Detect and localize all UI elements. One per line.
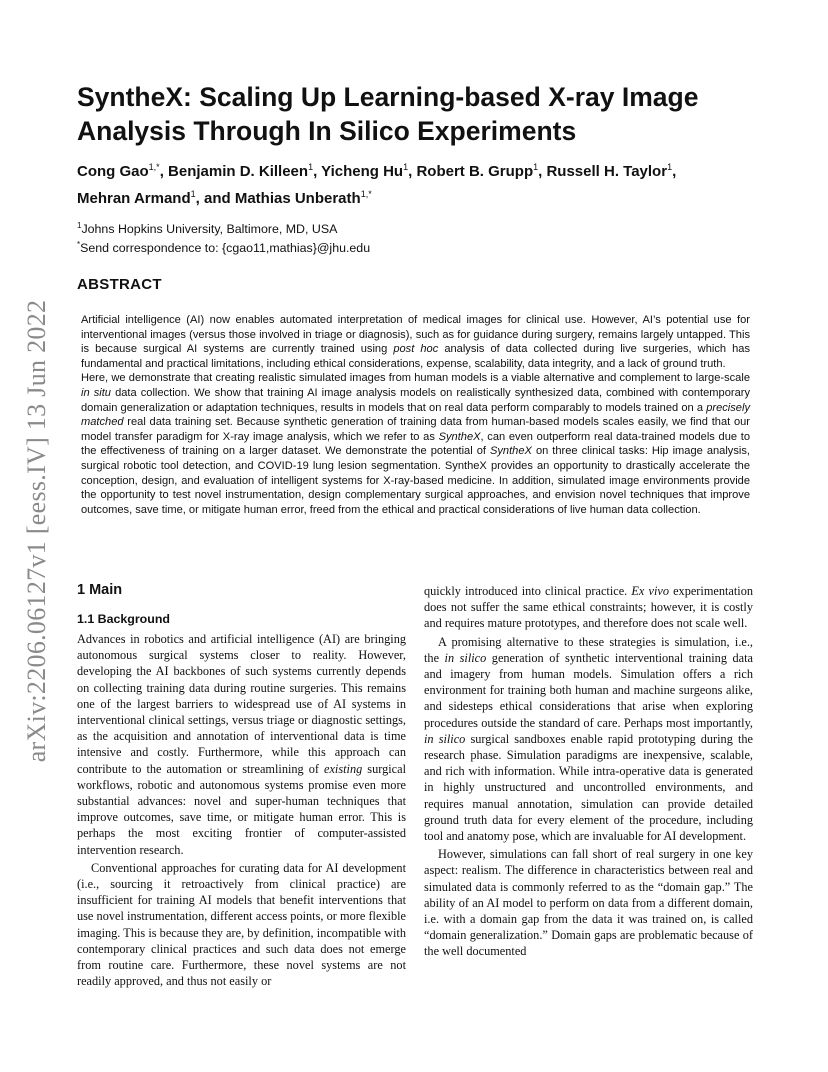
abstract-emphasis: SyntheX [489, 445, 532, 458]
body-text: surgical workflows, robotic and autonomous systems promise even more substantial advances: novel and super-human techniques that improve outcomes, save time, or mitigate human error. This is perhaps the most exciting frontier of computer-assisted intervention research. [77, 761, 406, 857]
author-name: , and Mathias Unberath [195, 190, 361, 207]
abstract-text: real data training set. Because synthetic generation of training data from human-based models scales easily, we find that our model transfer paradigm for X-ray image analysis, which we refer to as [81, 416, 750, 443]
paper-title: SyntheX: Scaling Up Learning-based X-ray Image Analysis Through In Silico Experiments [77, 82, 699, 146]
abstract-paragraph [81, 371, 750, 517]
affiliations [77, 218, 767, 256]
abstract-text: Artificial intelligence (AI) now enables automated interpretation of medical images for clinical use. However, AI’s potential use for interventional images (versus those involved in triage or diagnosis), such as for guidance during surgery, remains largely untapped. This is because surgical AI systems are currently trained using [81, 314, 750, 356]
author-separator: , [672, 163, 677, 180]
author-name: Cong Gao [77, 163, 149, 180]
affiliation-line [77, 218, 767, 237]
author-name: , Yicheng Hu [313, 163, 404, 180]
abstract-text: Here, we demonstrate that creating realistic simulated images from human models is a viable alternative and complement to large-scale [81, 372, 750, 385]
author-name: Mehran Armand [77, 190, 191, 207]
abstract-emphasis: post hoc [393, 343, 439, 356]
abstract-heading: ABSTRACT [77, 276, 162, 293]
left-column [77, 580, 406, 989]
body-paragraph: Conventional approaches for curating data for AI development (i.e., sourcing it retroactively from clinical practice) are insufficient for training AI models that benefit interventions that use novel instrumentation, different access points, or more flexible imaging. This is because they are, by definition, incompatible with contemporary clinical practices and such data does not emerge from routine care. Furthermore, these novel systems are not readily approved, and thus not easily or [77, 860, 406, 989]
abstract-text: , can even outperform real data-trained models due to the effectiveness of training on a larger dataset. We demonstrate the potential of [81, 430, 750, 458]
body-text: quickly introduced into clinical practice. [424, 584, 632, 598]
abstract-body [81, 313, 750, 517]
affiliation-text: Johns Hopkins University, Baltimore, MD, USA [81, 222, 338, 237]
body-emphasis: existing [324, 761, 363, 776]
correspondence-text: Send correspondence to: {cgao11,mathias}@jhu.edu [80, 241, 371, 256]
correspondence-marker: * [77, 240, 81, 250]
affiliation-marker: 1,* [148, 162, 160, 172]
arxiv-identifier: arXiv:2206.06127v1 [eess.IV] 13 Jun 2022 [22, 299, 51, 762]
body-paragraph [424, 583, 753, 632]
abstract-emphasis: precisely matched [81, 401, 750, 429]
author-list [77, 156, 777, 210]
body-emphasis: in silico [424, 731, 466, 746]
abstract-text: on three clinical tasks: Hip image analysis, surgical robotic tool detection, and COVID-19 lung lesion segmentation. SyntheX provides an opportunity to drastically accelerate the conception, design, and evaluation of intelligent systems for X-ray-based medicine. In addition, simulated image environments provide the opportunity to test novel instrumentation, design complementary surgical approaches, and envision novel techniques that improve outcomes, save time, or mitigate human error, freed from the ethical and practical considerations of live human data collection. [81, 445, 750, 516]
author-name: , Robert B. Grupp [408, 163, 534, 180]
correspondence-line [77, 237, 767, 256]
author-name: , Russell H. Taylor [538, 163, 668, 180]
abstract-paragraph [81, 313, 750, 371]
body-paragraph [77, 631, 406, 858]
affiliation-marker: 1 [190, 189, 196, 199]
affiliation-marker: 1 [403, 162, 409, 172]
section-heading: 1 Main [77, 582, 123, 598]
body-paragraph [424, 634, 753, 845]
body-text: A promising alternative to these strategies is simulation, i.e., the [424, 634, 753, 665]
body-emphasis: Ex vivo [631, 584, 669, 598]
affiliation-marker: 1 [308, 162, 314, 172]
subsection-heading: 1.1 Background [77, 612, 170, 626]
body-paragraph: However, simulations can fall short of real surgery in one key aspect: realism. The difference in characteristics between real and simulated data is commonly referred to as the “domain gap.” The ability of an AI model to perform on data from a different domain, i.e. with a domain gap from the data it was trained on, is called “domain generalization.” Domain gaps are problematic because of the well documented [424, 847, 753, 959]
right-column [424, 583, 753, 960]
body-emphasis: in silico [444, 650, 487, 665]
body-text: experimentation does not suffer the same ethical constraints; however, it is costly and requires mature prototypes, and therefore does not scale well. [424, 584, 753, 631]
affiliation-marker: 1 [667, 162, 673, 172]
body-text: surgical sandboxes enable rapid prototyping during the research phase. Simulation paradigms are inexpensive, scalable, and rich with information. While intra-operative data is generated in highly unstructured and uncontrolled environments, and requires manual annotation, simulation can provide detailed ground truth data for every element of the procedure, including tool and anatomy pose, which are invaluable for AI development. [424, 731, 754, 844]
author-name: , Benjamin D. Killeen [159, 163, 309, 180]
affiliation-marker: 1,* [360, 189, 372, 199]
body-text: Advances in robotics and artificial intelligence (AI) are bringing autonomous surgical systems closer to reality. However, developing the AI backbones of such systems currently depends on collecting training data during routine surgeries. This remains one of the largest barriers to widespread use of AI systems in interventional clinical settings, versus triage or diagnostic settings, as the acquisition and annotation of interventional data is time intensive and costly. Furthermore, while this approach can contribute to the automation or streamlining of [77, 632, 406, 776]
body-text: generation of synthetic interventional training data and imagery from human models. Simulation offers a rich environment for training both human and machine surgeons alike, and sidesteps ethical considerations that arise when exploring procedures outside the standard of care. Perhaps most importantly, [424, 650, 753, 730]
arxiv-stamp [20, 288, 54, 773]
affiliation-marker: 1 [77, 221, 82, 230]
abstract-text: analysis of data collected during live surgeries, which has fundamental and practical limitations, including ethical considerations, expense, scalability, data integrity, and a lack of ground truth. [81, 343, 750, 370]
abstract-emphasis: SyntheX [438, 430, 481, 443]
affiliation-marker: 1 [533, 162, 539, 172]
abstract-emphasis: in situ [81, 386, 111, 399]
abstract-text: data collection. We show that training AI image analysis models on realistically synthesized data, combined with contemporary domain generalization or adaptation techniques, results in models that on real data perform comparably to models trained on a [81, 386, 750, 414]
